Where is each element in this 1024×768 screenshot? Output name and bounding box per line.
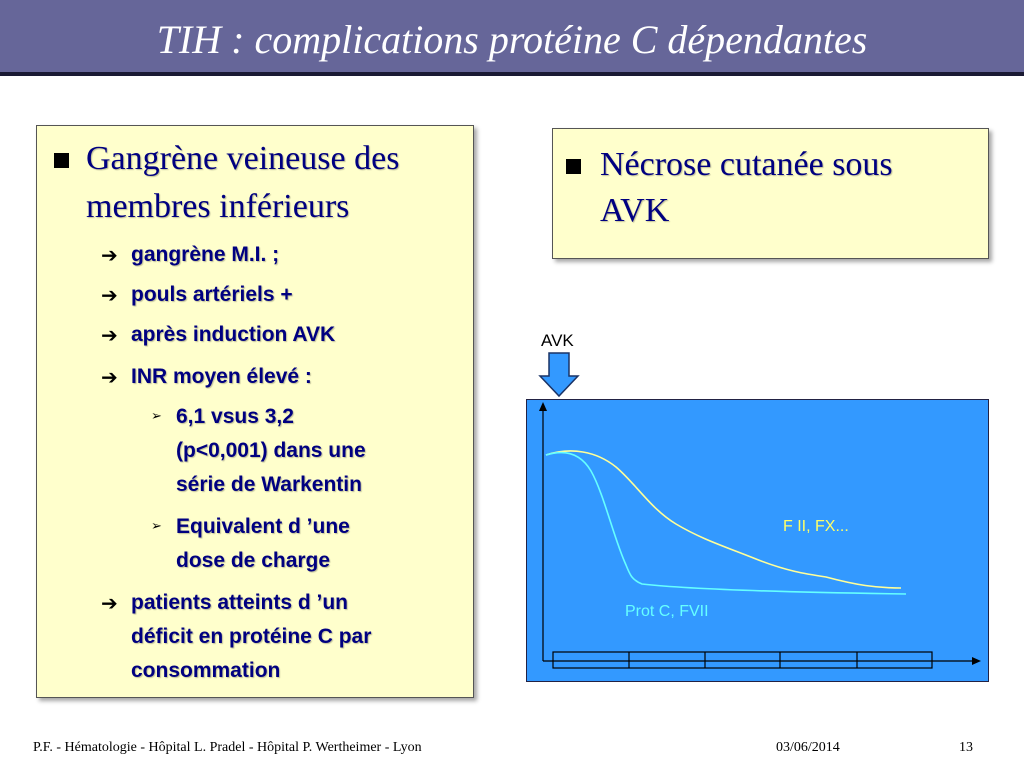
chevron-right-icon: ➢ <box>151 409 162 424</box>
down-arrow-icon <box>538 352 580 398</box>
kinetics-diagram <box>526 399 989 682</box>
list-item: après induction AVK <box>131 323 336 346</box>
footer-date: 03/06/2014 <box>776 740 840 755</box>
footer-text: P.F. - Hématologie - Hôpital L. Pradel - Hôpital P. Wertheimer - Lyon <box>33 740 422 755</box>
left-heading-line2: membres inférieurs <box>86 188 350 225</box>
square-bullet-icon <box>566 159 581 174</box>
arrow-right-icon: ➔ <box>101 243 118 267</box>
arrow-right-icon: ➔ <box>101 283 118 307</box>
list-item-line: déficit en protéine C par <box>131 625 372 648</box>
arrow-right-icon: ➔ <box>101 365 118 389</box>
square-bullet-icon <box>54 153 69 168</box>
avk-label: AVK <box>541 331 574 350</box>
right-text-box <box>552 128 989 259</box>
list-item: INR moyen élevé : <box>131 365 312 388</box>
arrow-right-icon: ➔ <box>101 591 118 615</box>
sub-list-line: série de Warkentin <box>176 473 362 496</box>
sub-list-line: (p<0,001) dans une <box>176 439 366 462</box>
list-item: gangrène M.I. ; <box>131 243 280 266</box>
list-item-line: consommation <box>131 659 281 682</box>
right-text-line1: Nécrose cutanée sous <box>600 146 893 183</box>
sub-list-line: 6,1 vsus 3,2 <box>176 405 294 428</box>
sub-list-line: Equivalent d ’une <box>176 515 350 538</box>
left-text-box <box>36 125 474 698</box>
list-item-line: patients atteints d ’un <box>131 591 349 614</box>
page-number: 13 <box>959 740 973 755</box>
diagram-panel <box>527 400 989 682</box>
slide-title: TIH : complications protéine C dépendantes <box>156 17 868 62</box>
down-arrow-shape <box>540 353 578 396</box>
fii-fx-label: F II, FX... <box>783 518 849 535</box>
title-bar <box>0 0 1024 76</box>
left-heading-line1: Gangrène veineuse des <box>86 140 400 177</box>
list-item: pouls artériels + <box>131 283 293 306</box>
sub-list-line: dose de charge <box>176 549 331 572</box>
protc-fvii-label: Prot C, FVII <box>625 603 709 620</box>
right-text-line2: AVK <box>600 192 670 229</box>
chevron-right-icon: ➢ <box>151 519 162 534</box>
arrow-right-icon: ➔ <box>101 323 118 347</box>
